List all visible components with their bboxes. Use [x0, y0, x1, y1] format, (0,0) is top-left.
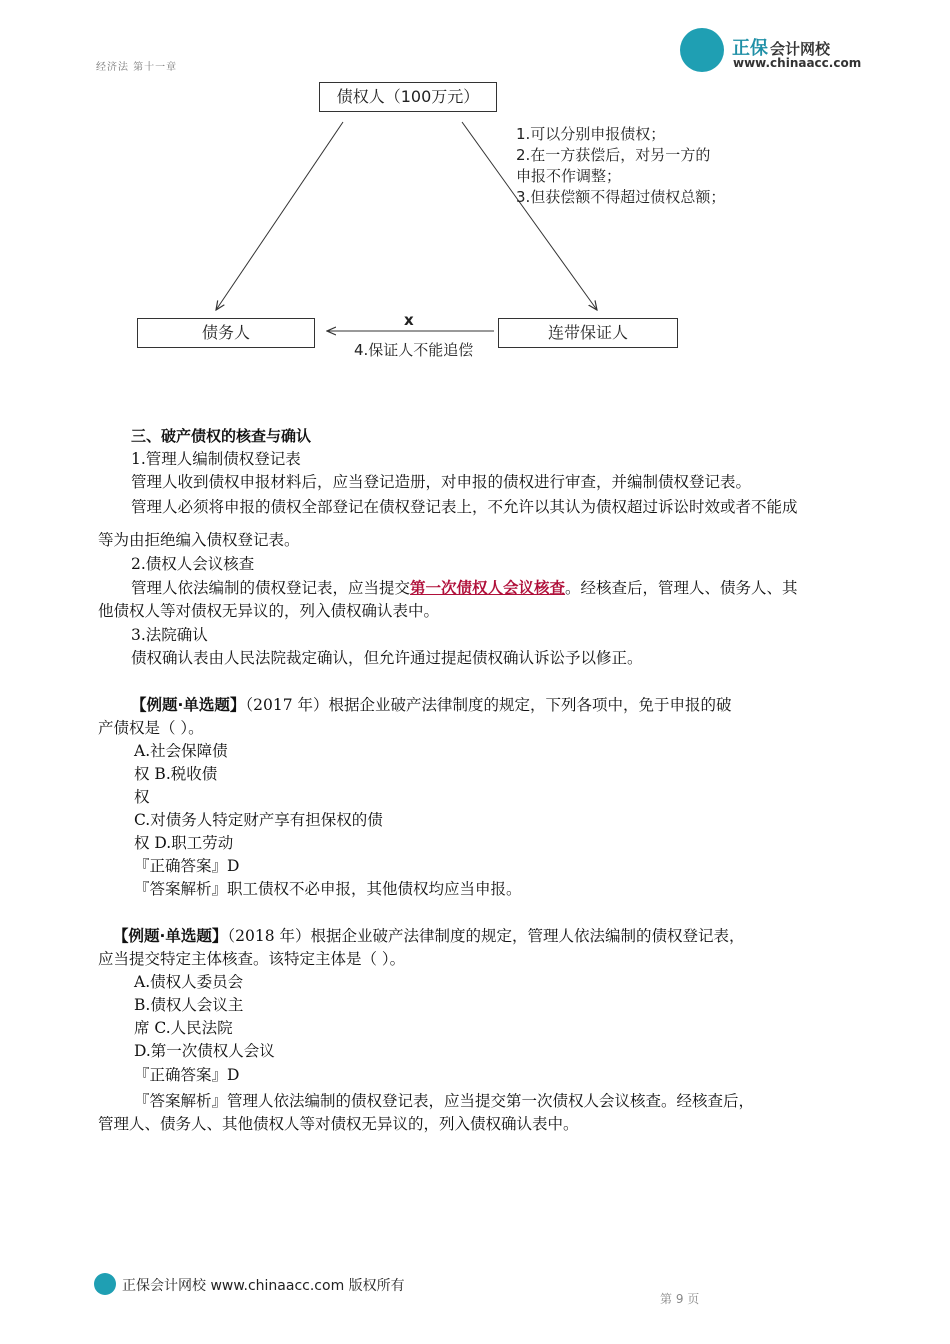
q1-option-line3: 权	[134, 788, 150, 806]
q2-option-line4: D.第一次债权人会议	[134, 1042, 275, 1060]
q1-option-line5: 权 D.职工劳动	[134, 834, 234, 852]
q2-stem-line1: 【例题·单选题】（2018 年）根据企业破产法律制度的规定，管理人依法编制的债权登记表，	[113, 927, 745, 945]
q1-stem-line2: 产债权是（ ）。	[98, 719, 204, 737]
note-1: 1.可以分别申报债权；	[516, 125, 666, 143]
creditor-box: 债权人（100万元）	[319, 82, 497, 112]
q2-option-line2: B.债权人会议主	[134, 996, 244, 1014]
footer-copyright: 正保会计网校 www.chinaacc.com 版权所有	[122, 1278, 405, 1294]
p2-heading: 2.债权人会议核查	[131, 555, 255, 573]
q1-option-line1: A.社会保障债	[134, 742, 228, 760]
note-2-cont: 申报不作调整；	[516, 167, 622, 185]
guarantor-box: 连带保证人	[498, 318, 678, 348]
footer-logo-icon	[94, 1273, 116, 1295]
running-header: 经济法 第十一章	[96, 62, 178, 73]
page-number: 第 9 页	[660, 1292, 700, 1306]
note-3: 3.但获偿额不得超过债权总额；	[516, 188, 726, 206]
brand-name: 正保 会计网校	[732, 38, 831, 59]
p1-line1: 管理人收到债权申报材料后，应当登记造册，对申报的债权进行审查，并编制债权登记表。	[131, 473, 752, 491]
note-2: 2.在一方获偿后，对另一方的	[516, 146, 711, 164]
brand-url: www.chinaacc.com	[733, 56, 862, 70]
q1-option-line2: 权 B.税收债	[134, 765, 218, 783]
p1-line2: 管理人必须将申报的债权全部登记在债权登记表上，不允许以其认为债权超过诉讼时效或者不能成	[131, 498, 798, 516]
section-title: 三、破产债权的核查与确认	[131, 427, 312, 445]
p3-heading: 3.法院确认	[131, 626, 208, 644]
q2-stem-line2: 应当提交特定主体核查。该特定主体是（ ）。	[98, 950, 406, 968]
q2-analysis-line1: 『答案解析』管理人依法编制的债权登记表，应当提交第一次债权人会议核查。经核查后，	[134, 1092, 755, 1110]
arrow-creditor-to-debtor	[216, 122, 343, 310]
p1-line3: 等为由拒绝编入债权登记表。	[98, 531, 300, 549]
note-4-recourse: 4.保证人不能追偿	[354, 341, 474, 359]
q1-answer: 『正确答案』D	[134, 857, 240, 875]
p1-heading: 1.管理人编制债权登记表	[131, 450, 301, 468]
q2-analysis-line2: 管理人、债务人、其他债权人等对债权无异议的，列入债权确认表中。	[98, 1115, 579, 1133]
q1-analysis: 『答案解析』职工债权不必申报，其他债权均应当申报。	[134, 880, 522, 898]
q2-option-line1: A.债权人委员会	[134, 973, 244, 991]
debtor-box: 债务人	[137, 318, 315, 348]
p2-line1: 管理人依法编制的债权登记表，应当提交第一次债权人会议核查。经核查后，管理人、债务人、其	[131, 579, 798, 597]
q2-answer: 『正确答案』D	[134, 1066, 240, 1084]
q1-option-line4: C.对债务人特定财产享有担保权的债	[134, 811, 383, 829]
p3-line1: 债权确认表由人民法院裁定确认，但允许通过提起债权确认诉讼予以修正。	[131, 649, 643, 667]
q2-option-line3: 席 C.人民法院	[134, 1019, 233, 1037]
cross-mark: x	[404, 311, 414, 329]
p2-line2: 他债权人等对债权无异议的，列入债权确认表中。	[98, 602, 440, 620]
highlight-first-meeting: 第一次债权人会议核查	[410, 579, 566, 597]
q1-stem-line1: 【例题·单选题】（2017 年）根据企业破产法律制度的规定，下列各项中，免于申报的破	[131, 696, 732, 714]
